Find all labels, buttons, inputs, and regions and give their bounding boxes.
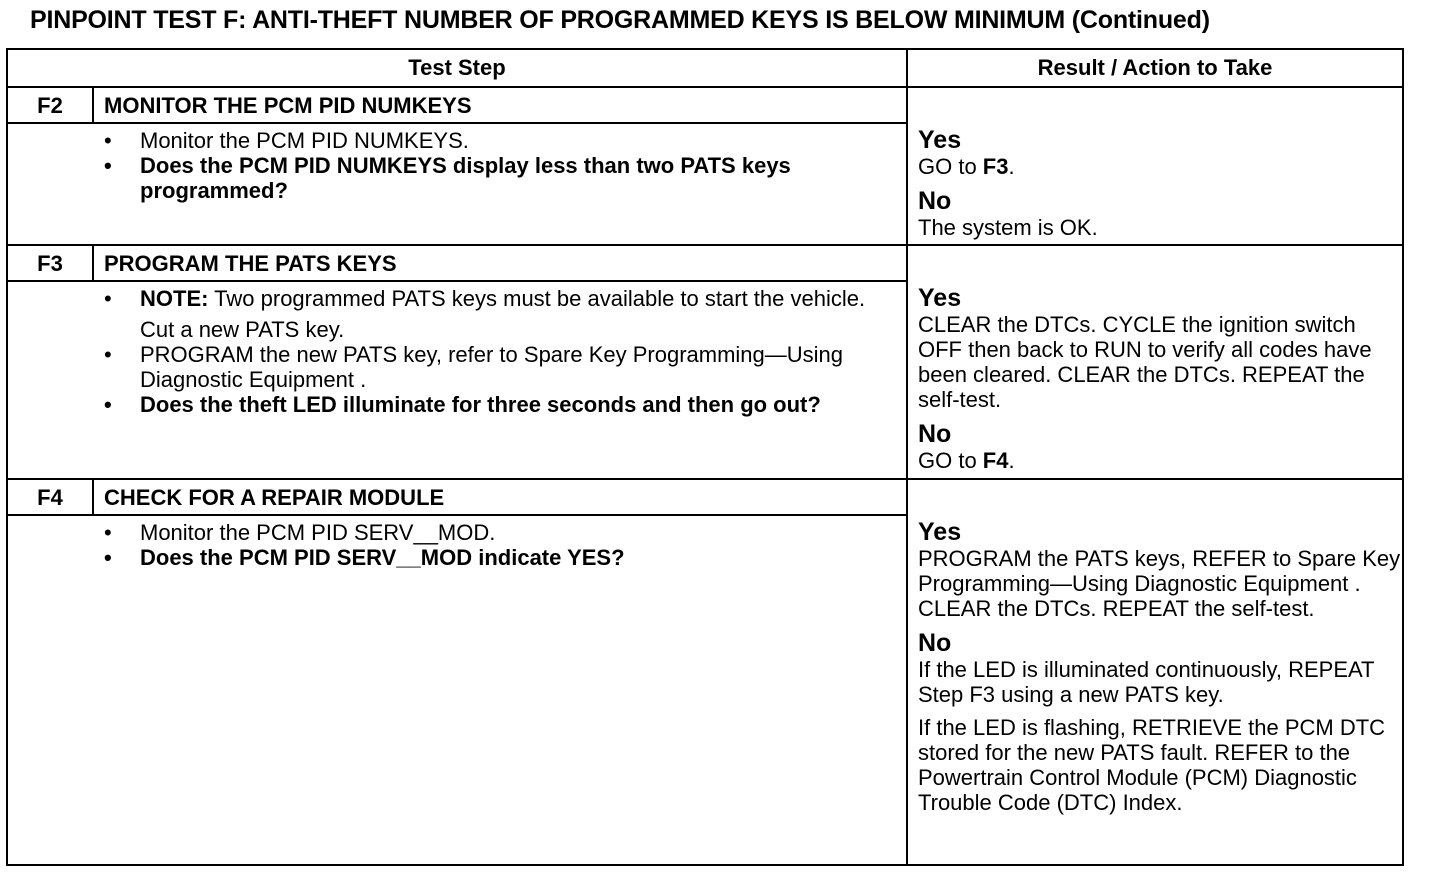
result-yes-text: GO to F3. — [918, 154, 1015, 179]
result-yes-label: Yes — [918, 126, 962, 154]
step-title-divider-f3 — [8, 280, 906, 282]
step-id-divider-f3 — [92, 246, 94, 282]
pinpoint-test-table — [6, 48, 1404, 866]
result-f4 — [918, 518, 1402, 815]
step-id-f3: F3 — [37, 251, 63, 276]
step-title-f3: PROGRAM THE PATS KEYS — [104, 251, 397, 276]
result-no-text: The system is OK. — [918, 215, 1098, 240]
result-yes-label: Yes — [918, 518, 962, 546]
result-f3 — [918, 284, 1402, 473]
list-item: • PROGRAM the new PATS key, refer to Spare Key Programming—Using Diagnostic Equipment . — [100, 342, 900, 392]
result-no-label: No — [918, 629, 952, 657]
step-title-divider-f2 — [8, 122, 906, 124]
column-divider — [906, 50, 908, 864]
step-id-f2: F2 — [37, 93, 63, 118]
list-item: • Does the PCM PID SERV__MOD indicate YES? — [100, 545, 900, 570]
list-item-continuation: Cut a new PATS key. — [140, 317, 345, 342]
step-content-f4 — [100, 520, 900, 570]
step-title-f2: MONITOR THE PCM PID NUMKEYS — [104, 93, 472, 118]
step-id-f4: F4 — [37, 485, 63, 510]
result-no-label: No — [918, 187, 952, 215]
step-title-f4: CHECK FOR A REPAIR MODULE — [104, 485, 445, 510]
list-item: • Monitor the PCM PID NUMKEYS. — [100, 128, 900, 153]
result-no-text: GO to F4. — [918, 448, 1015, 473]
list-item: • Monitor the PCM PID SERV__MOD. — [100, 520, 900, 545]
result-f2 — [918, 126, 1402, 240]
result-yes-label: Yes — [918, 284, 962, 312]
result-no-label: No — [918, 420, 952, 448]
list-item: • NOTE: Two programmed PATS keys must be available to start the vehicle. — [100, 286, 900, 311]
step-id-divider-f2 — [92, 88, 94, 124]
step-content-f3 — [100, 286, 900, 417]
step-title-divider-f4 — [8, 514, 906, 516]
page-title: PINPOINT TEST F: ANTI-THEFT NUMBER OF PROGRAMMED KEYS IS BELOW MINIMUM (Continued) — [30, 6, 1210, 34]
step-id-divider-f4 — [92, 480, 94, 516]
result-no-text-continuous: If the LED is illuminated continuously, REPEAT Step F3 using a new PATS key. — [918, 657, 1375, 707]
result-yes-text: PROGRAM the PATS keys, REFER to Spare Key Programming—Using Diagnostic Equipment . CLEAR the DTCs. REPEAT the self-test. — [918, 546, 1401, 621]
result-yes-text: CLEAR the DTCs. CYCLE the ignition switch OFF then back to RUN to verify all codes have been cleared. CLEAR the DTCs. REPEAT the self-test. — [918, 312, 1372, 412]
result-no-text-flashing: If the LED is flashing, RETRIEVE the PCM DTC stored for the new PATS fault. REFER to the Powertrain Control Module (PCM) Diagnostic Trouble Code (DTC) Index. — [918, 715, 1386, 815]
header-test-step: Test Step — [408, 55, 506, 80]
step-content-f2 — [100, 128, 900, 203]
header-result: Result / Action to Take — [1037, 55, 1273, 80]
list-item: • Does the PCM PID NUMKEYS display less than two PATS keys programmed? — [100, 153, 900, 203]
list-item: • Does the theft LED illuminate for three seconds and then go out? — [100, 392, 900, 417]
